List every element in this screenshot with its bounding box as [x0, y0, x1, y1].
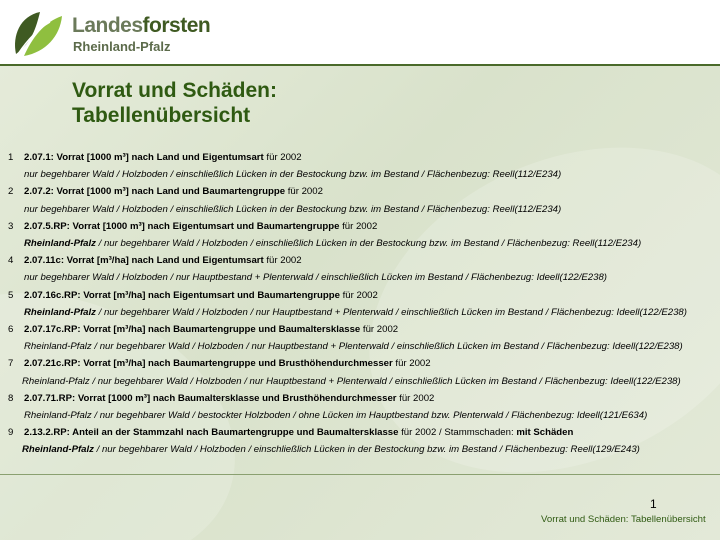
item-description-bold: Rheinland-Pfalz — [24, 306, 96, 318]
item-description-rest: Rheinland-Pfalz / nur begehbarer Wald / Holzboden / nur Hauptbestand + Plenterwald / einschließlich Lücken im Bestand / Flächenbezug: Ideell(122/E238) — [24, 341, 683, 353]
logo — [10, 8, 211, 60]
item-number: 5 — [8, 289, 14, 301]
item-description — [0, 235, 720, 252]
list-item — [0, 287, 720, 321]
item-description-rest: Rheinland-Pfalz / nur begehbarer Wald / Holzboden / nur Hauptbestand + Plenterwald / einschließlich Lücken im Bestand / Flächenbezug: Ideell(122/E238) — [22, 375, 681, 387]
item-description — [0, 166, 720, 183]
item-description-rest: nur begehbarer Wald / Holzboden / einschließlich Lücken in der Bestockung bzw. im Bestand / Flächenbezug: Reell(112/E234) — [24, 203, 562, 215]
item-number: 6 — [8, 324, 14, 336]
item-heading-bold: 2.13.2.RP: Anteil an der Stammzahl nach Baumartengruppe und Baumaltersklasse — [24, 427, 399, 439]
item-heading-rest: für 2002 — [339, 289, 378, 301]
item-description — [0, 201, 720, 218]
item-heading — [0, 252, 720, 269]
list-item — [0, 218, 720, 252]
footer-divider — [0, 474, 720, 475]
logo-region: Rheinland-Pfalz — [73, 39, 171, 54]
leaf-logo-icon — [10, 8, 66, 60]
item-description — [0, 441, 720, 458]
item-heading-bold: 2.07.17c.RP: Vorrat [m³/ha] nach Baumartengruppe und Baumaltersklasse — [24, 324, 361, 336]
table-list — [0, 149, 720, 459]
title-line-2: Tabellenübersicht — [72, 104, 251, 127]
item-heading-rest: für 2002 — [339, 220, 378, 232]
item-number: 7 — [8, 358, 14, 370]
item-number: 8 — [8, 392, 14, 404]
list-item — [0, 183, 720, 217]
item-heading-bold: 2.07.2: Vorrat [1000 m³] nach Land und Baumartengruppe — [24, 186, 286, 198]
page-number: 1 — [650, 497, 657, 511]
item-description — [0, 407, 720, 424]
item-heading-rest: für 2002 — [285, 186, 323, 198]
list-item — [0, 390, 720, 424]
item-heading-bold: 2.07.5.RP: Vorrat [1000 m³] nach Eigentumsart und Baumartengruppe — [24, 220, 340, 232]
logo-wordmark — [72, 14, 210, 38]
item-description-rest: / nur begehbarer Wald / Holzboden / einschließlich Lücken in der Bestockung bzw. im Bestand / Flächenbezug: Reell(129/E243) — [93, 444, 640, 456]
item-number: 4 — [8, 255, 14, 267]
list-item — [0, 149, 720, 183]
item-description — [0, 304, 720, 321]
item-description-rest: nur begehbarer Wald / Holzboden / einschließlich Lücken in der Bestockung bzw. im Bestand / Flächenbezug: Reell(112/E234) — [24, 169, 562, 181]
logo-word-a: Landes — [72, 14, 143, 37]
item-heading-rest: für 2002 — [263, 255, 302, 267]
item-heading — [0, 183, 720, 200]
item-description — [0, 269, 720, 286]
footer-title: Vorrat und Schäden: Tabellenübersicht — [541, 514, 706, 525]
item-heading — [0, 149, 720, 166]
item-heading-bold: 2.07.21c.RP: Vorrat [m³/ha] nach Baumartengruppe und Brusthöhendurchmesser — [24, 358, 393, 370]
list-item — [0, 321, 720, 355]
item-description-bold: Rheinland-Pfalz — [22, 444, 94, 456]
item-heading-rest: für 2002 — [392, 358, 431, 370]
item-heading-rest: für 2002 — [396, 392, 435, 404]
item-description-bold: Rheinland-Pfalz — [24, 238, 96, 250]
item-number: 9 — [8, 427, 14, 439]
item-description-rest: Rheinland-Pfalz / nur begehbarer Wald / bestockter Holzboden / ohne Lücken im Hauptbestand bzw. Plenterwald / Flächenbezug: Ideell(121/E634) — [24, 410, 648, 422]
item-heading — [0, 321, 720, 338]
header-bar — [0, 0, 720, 66]
item-number: 1 — [8, 152, 14, 163]
item-heading-bold: 2.07.71.RP: Vorrat [1000 m³] nach Baumaltersklasse und Brusthöhendurchmesser — [24, 392, 397, 404]
item-description-rest: / nur begehbarer Wald / Holzboden / einschließlich Lücken in der Bestockung bzw. im Bestand / Flächenbezug: Reell(112/E234) — [95, 238, 642, 250]
item-heading-bold: 2.07.11c: Vorrat [m³/ha] nach Land und Eigentumsart — [24, 255, 264, 267]
item-number: 2 — [8, 186, 14, 198]
item-description — [0, 338, 720, 355]
item-description — [0, 373, 720, 390]
item-heading-bold-2: mit Schäden — [516, 427, 574, 439]
list-item — [0, 355, 720, 389]
item-number: 3 — [8, 220, 14, 232]
item-heading — [0, 355, 720, 372]
item-heading-bold: 2.07.16c.RP: Vorrat [m³/ha] nach Eigentumsart und Baumartengruppe — [24, 289, 340, 301]
item-heading-rest: für 2002 — [263, 152, 302, 163]
item-heading — [0, 218, 720, 235]
title-line-1: Vorrat und Schäden: — [72, 79, 277, 102]
slide-title — [72, 78, 572, 128]
list-item — [0, 252, 720, 286]
item-heading — [0, 424, 720, 441]
item-heading — [0, 287, 720, 304]
item-heading — [0, 390, 720, 407]
item-heading-bold: 2.07.1: Vorrat [1000 m³] nach Land und Eigentumsart — [24, 152, 264, 163]
item-description-rest: nur begehbarer Wald / Holzboden / nur Hauptbestand + Plenterwald / einschließlich Lücken im Bestand / Flächenbezug: Ideell(122/E238) — [24, 272, 607, 284]
item-description-rest: / nur begehbarer Wald / Holzboden / nur Hauptbestand + Plenterwald / einschließlich Lücken im Bestand / Flächenbezug: Ideell(122/E238) — [95, 306, 687, 318]
list-item — [0, 424, 720, 458]
item-heading-rest: für 2002 — [360, 324, 399, 336]
logo-word-b: forsten — [142, 14, 211, 37]
item-heading-rest: für 2002 / Stammschaden: — [398, 427, 517, 439]
